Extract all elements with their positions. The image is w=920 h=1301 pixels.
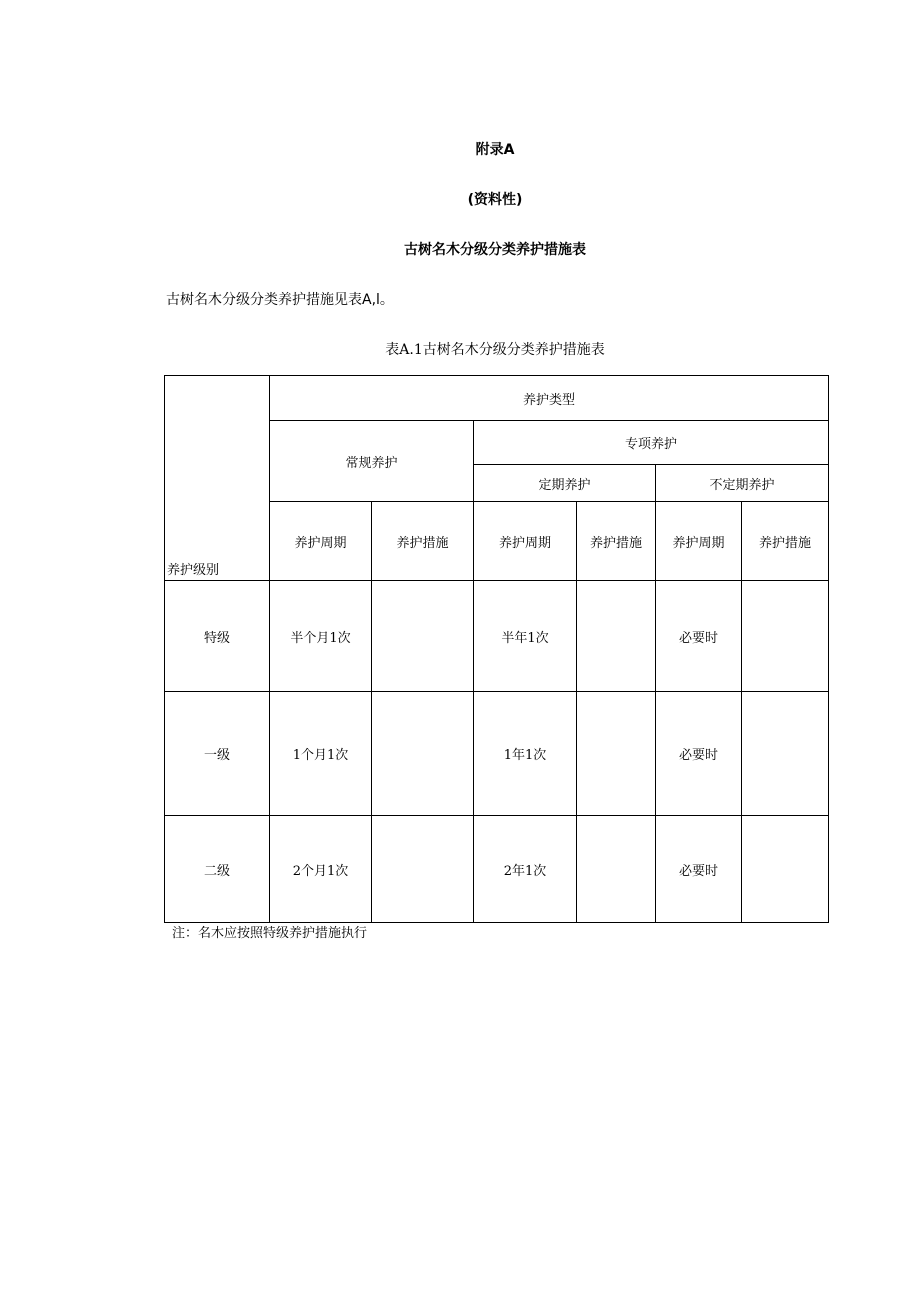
periodic-maintenance-header: 定期养护 bbox=[474, 465, 656, 502]
routine-cycle-header: 养护周期 bbox=[270, 502, 372, 581]
table-footnote: 注：名木应按照特级养护措施执行 bbox=[172, 926, 368, 941]
table-caption: 表A.1古树名木分级分类养护措施表 bbox=[385, 342, 605, 358]
irregular-cycle-cell: 必要时 bbox=[656, 816, 742, 923]
routine-cycle-cell: 半个月1次 bbox=[270, 581, 372, 692]
irregular-cycle-header: 养护周期 bbox=[656, 502, 742, 581]
maintenance-type-header: 养护类型 bbox=[270, 376, 829, 421]
irregular-maintenance-header: 不定期养护 bbox=[656, 465, 829, 502]
periodic-measures-cell bbox=[577, 581, 656, 692]
periodic-cycle-cell: 1年1次 bbox=[474, 692, 577, 816]
periodic-measures-cell bbox=[577, 816, 656, 923]
routine-maintenance-header: 常规养护 bbox=[270, 421, 474, 502]
table-row bbox=[165, 816, 829, 923]
document-heading: 古树名木分级分类养护措施表 bbox=[404, 242, 586, 258]
irregular-measures-cell bbox=[742, 581, 829, 692]
level-cell: 二级 bbox=[165, 816, 270, 923]
periodic-measures-cell bbox=[577, 692, 656, 816]
level-cell: 特级 bbox=[165, 581, 270, 692]
periodic-cycle-cell: 2年1次 bbox=[474, 816, 577, 923]
routine-cycle-cell: 1个月1次 bbox=[270, 692, 372, 816]
level-cell: 一级 bbox=[165, 692, 270, 816]
routine-measures-header: 养护措施 bbox=[372, 502, 474, 581]
routine-cycle-cell: 2个月1次 bbox=[270, 816, 372, 923]
irregular-measures-cell bbox=[742, 692, 829, 816]
special-maintenance-header: 专项养护 bbox=[474, 421, 829, 465]
periodic-measures-header: 养护措施 bbox=[577, 502, 656, 581]
table-row bbox=[165, 581, 829, 692]
maintenance-table bbox=[164, 375, 829, 923]
intro-paragraph: 古树名木分级分类养护措施见表A,l。 bbox=[166, 292, 394, 308]
routine-measures-cell bbox=[372, 581, 474, 692]
irregular-measures-cell bbox=[742, 816, 829, 923]
routine-measures-cell bbox=[372, 816, 474, 923]
irregular-cycle-cell: 必要时 bbox=[656, 581, 742, 692]
irregular-measures-header: 养护措施 bbox=[742, 502, 829, 581]
table-row bbox=[165, 692, 829, 816]
row-label-header: 养护级别 bbox=[165, 376, 270, 581]
periodic-cycle-cell: 半年1次 bbox=[474, 581, 577, 692]
periodic-cycle-header: 养护周期 bbox=[474, 502, 577, 581]
irregular-cycle-cell: 必要时 bbox=[656, 692, 742, 816]
routine-measures-cell bbox=[372, 692, 474, 816]
appendix-title: 附录A bbox=[475, 142, 515, 158]
appendix-type: (资料性) bbox=[467, 192, 523, 208]
